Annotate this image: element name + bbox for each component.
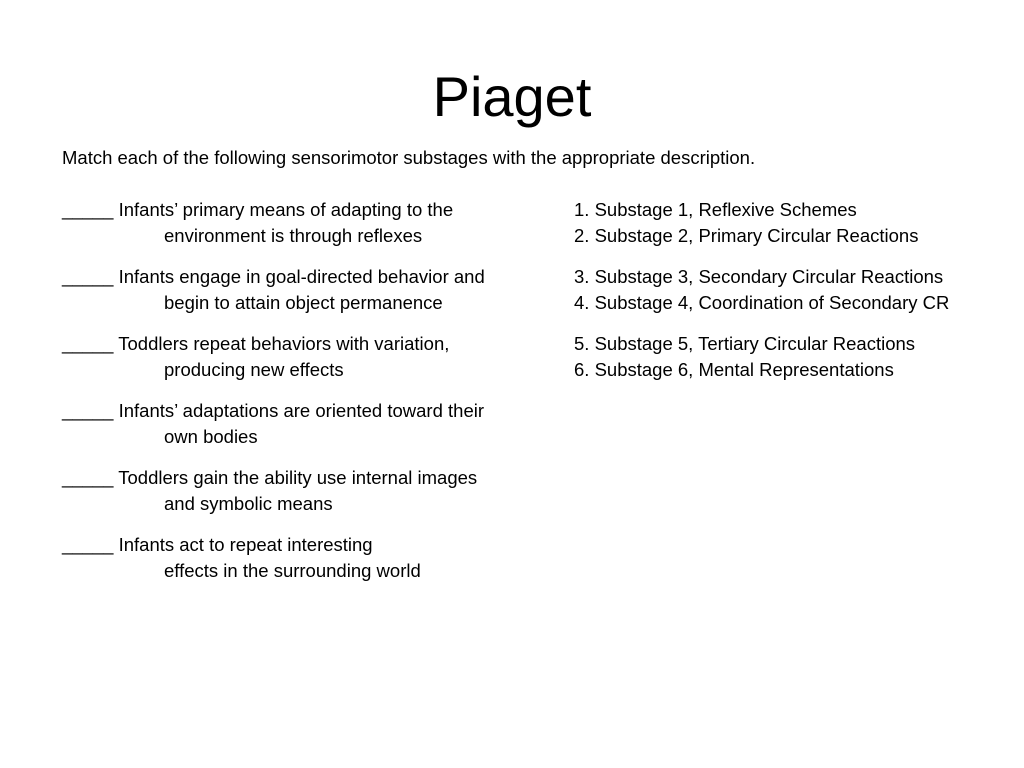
description-line-1: _____ Toddlers gain the ability use internal images — [62, 467, 478, 488]
substage-option: 5. Substage 5, Tertiary Circular Reactions — [574, 333, 916, 354]
substage-group — [574, 264, 1014, 315]
description-item — [62, 398, 542, 449]
substage-option: 1. Substage 1, Reflexive Schemes — [574, 199, 857, 220]
description-line-2: and symbolic means — [164, 492, 333, 514]
substage-option: 2. Substage 2, Primary Circular Reactions — [574, 224, 919, 246]
instruction-text: Match each of the following sensorimotor substages with the appropriate description. — [62, 147, 756, 168]
description-item — [62, 532, 542, 583]
description-line-2: effects in the surrounding world — [164, 559, 421, 581]
description-line-2: producing new effects — [164, 358, 344, 380]
description-item — [62, 331, 542, 382]
description-item — [62, 465, 542, 516]
description-line-2: own bodies — [164, 425, 258, 447]
description-item — [62, 197, 542, 248]
substage-option: 3. Substage 3, Secondary Circular Reactions — [574, 266, 944, 287]
description-line-1: _____ Infants engage in goal-directed behavior and — [62, 266, 485, 287]
description-line-2: environment is through reflexes — [164, 224, 423, 246]
substages-list — [574, 197, 1014, 398]
description-line-1: _____ Infants’ adaptations are oriented toward their — [62, 400, 485, 421]
slide-title: Piaget — [432, 65, 592, 128]
description-item — [62, 264, 542, 315]
description-line-1: _____ Infants’ primary means of adapting to the — [62, 199, 454, 220]
description-line-2: begin to attain object permanence — [164, 291, 443, 313]
description-line-1: _____ Infants act to repeat interesting — [62, 534, 373, 555]
description-line-1: _____ Toddlers repeat behaviors with variation, — [62, 333, 450, 354]
descriptions-list — [62, 197, 542, 599]
substage-group — [574, 197, 1014, 248]
substage-group — [574, 331, 1014, 382]
substage-option: 4. Substage 4, Coordination of Secondary CR — [574, 291, 950, 313]
substage-option: 6. Substage 6, Mental Representations — [574, 358, 894, 380]
